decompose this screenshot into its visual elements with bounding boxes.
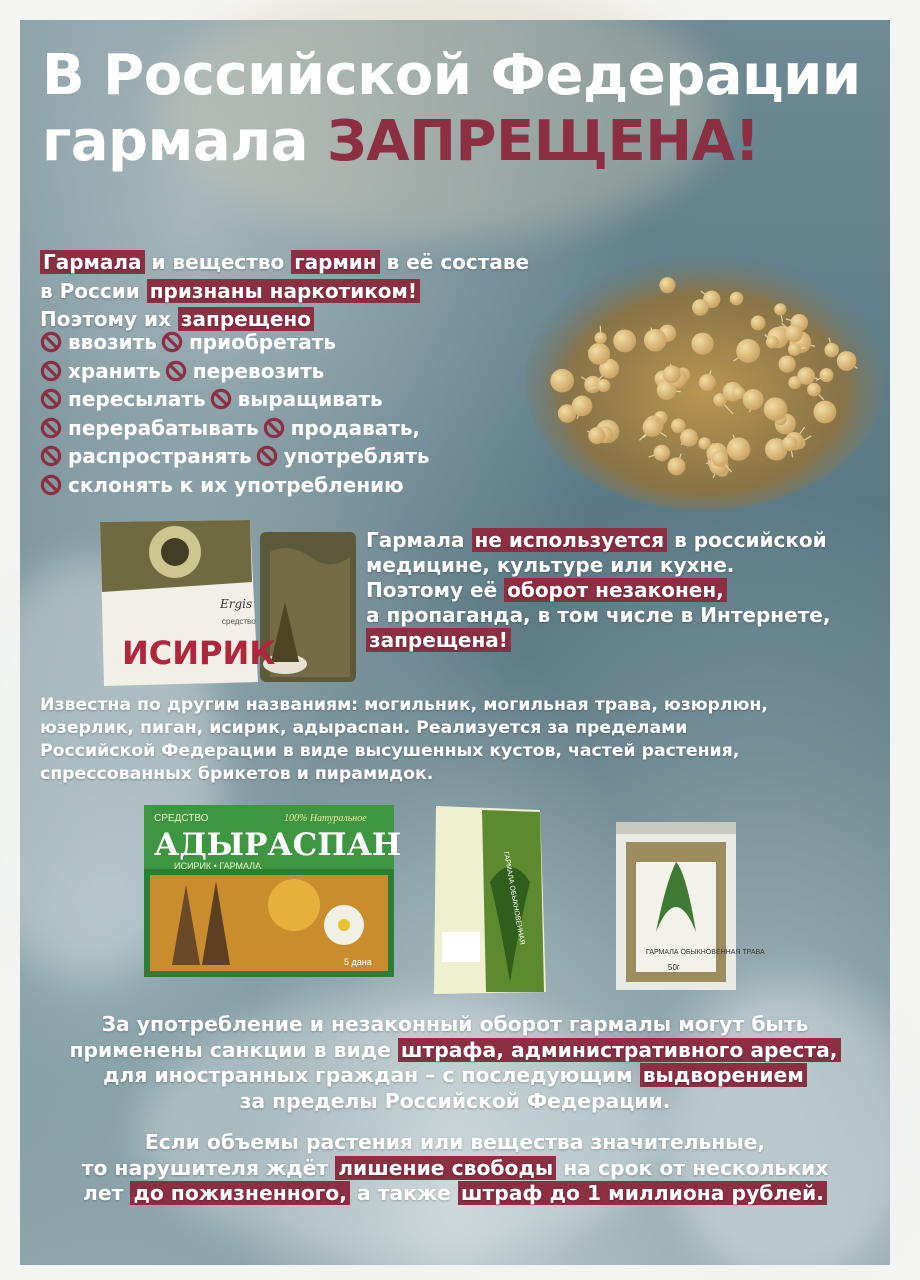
names-line: Российской Федерации в виде высушенных кустов, частей растения,: [40, 741, 740, 761]
names-line: юзерлик, пиган, исирик, адыраспан. Реализуется за пределами: [40, 718, 688, 738]
hl-narcotic: признаны наркотиком!: [147, 279, 420, 303]
bag-weight: 50г: [668, 963, 680, 972]
intro-text-5: в России: [40, 278, 147, 303]
penalty-line-3a: лет: [83, 1181, 131, 1205]
prohibited-icon: [161, 331, 183, 353]
prohibited-icon: [40, 360, 62, 382]
prohibited-row: [40, 385, 433, 414]
penalty-line-3c: а также: [349, 1181, 458, 1205]
prohibited-row: [40, 414, 433, 443]
adyraspan-box-photo: [144, 805, 402, 977]
names-paragraph: [40, 694, 768, 786]
hl-garmala: Гармала: [40, 250, 145, 274]
prohibited-item: [40, 444, 252, 468]
prohibited-item: [165, 359, 325, 383]
title-banned: ЗАПРЕЩЕНА!: [327, 109, 760, 174]
prohibited-item-label: выращивать: [237, 387, 383, 412]
prohibited-icon: [40, 445, 62, 467]
bag-label: ГАРМАЛА ОБЫКНОВЕННАЯ ТРАВА: [646, 949, 765, 956]
intro-text: [40, 248, 529, 334]
adyraspan-natural: 100% Натуральное: [284, 813, 367, 824]
sanctions-line-1: За употребление и незаконный оборот гармалы могут быть: [101, 1012, 809, 1036]
adyraspan-sub: ИСИРИК • ГАРМАЛА: [174, 861, 262, 871]
usage-text-3: в российской: [667, 528, 827, 552]
prohibited-item-label: употреблять: [283, 444, 430, 469]
prohibited-icon: [210, 388, 232, 410]
prohibited-item: [40, 416, 259, 440]
prohibited-icon: [40, 474, 62, 496]
hl-illegal: оборот незаконен,: [504, 578, 727, 602]
prohibited-item: [40, 359, 161, 383]
prohibited-item-label: хранить: [68, 358, 161, 383]
intro-text-7: Поэтому их: [40, 307, 178, 331]
penalty-line-2a: то нарушителя ждёт: [81, 1155, 336, 1180]
isirik-box-photo: [80, 512, 360, 692]
prohibited-icon: [40, 417, 62, 439]
prohibited-item: [40, 387, 206, 411]
poster-title-line1: В Российской Федерации: [42, 43, 861, 108]
isirik-brand: Ergis: [220, 597, 253, 611]
prohibited-icon: [165, 360, 187, 382]
adyraspan-top: СРЕДСТВО: [154, 813, 209, 824]
adyraspan-name: АДЫРАСПАН: [154, 827, 402, 863]
prohibited-icon: [263, 417, 285, 439]
prohibited-item-label: перевозить: [192, 358, 325, 383]
prohibited-item-label: склонять к их употреблению: [68, 472, 404, 497]
names-line: Известна по другим названиям: могильник, могильная трава, юзюрлюн,: [40, 695, 768, 715]
harmala-seeds-photo: [510, 230, 890, 530]
prohibited-icon: [256, 445, 278, 467]
usage-text-7: а пропаганда, в том числе в Интернете,: [366, 603, 831, 627]
intro-text-2: и вещество: [144, 250, 292, 274]
usage-text: [366, 528, 830, 653]
harmala-box-label: ГАРМАЛА ОБЫКНОВЕННАЯ: [502, 851, 526, 946]
prohibited-row: [40, 328, 433, 357]
prohibited-item-label: пересылать: [68, 387, 206, 412]
hl-fine-million: штраф до 1 миллиона рублей.: [458, 1181, 827, 1205]
prohibited-item: [40, 473, 404, 497]
penalty-text: [20, 1130, 890, 1207]
usage-text-1: Гармала: [366, 528, 472, 552]
sanctions-text: [20, 1012, 890, 1114]
prohibited-item: [256, 444, 430, 468]
prohibited-actions-list: [40, 328, 433, 499]
hl-life: до пожизненного,: [130, 1181, 349, 1205]
prohibited-item-label: распространять: [68, 444, 252, 469]
sanctions-line-4: за пределы Российской Федерации.: [239, 1088, 671, 1113]
hl-garmin: гармин: [291, 250, 379, 274]
title-word-garmala: гармала: [42, 109, 308, 174]
hl-prohibited: запрещено: [178, 307, 314, 331]
poster: [20, 20, 890, 1265]
prohibited-item-label: продавать,: [290, 415, 421, 440]
hl-propaganda-banned: запрещена!: [366, 628, 511, 652]
prohibited-item: [161, 330, 336, 354]
prohibited-row: [40, 442, 433, 471]
usage-text-4: медицине, культуре или кухне.: [366, 553, 735, 577]
prohibited-item: [210, 387, 383, 411]
prohibited-icon: [40, 331, 62, 353]
prohibited-item-label: ввозить: [68, 330, 157, 355]
prohibited-item-label: перерабатывать: [68, 415, 259, 440]
sanctions-line-3a: для иностранных граждан – с последующим: [103, 1063, 640, 1087]
prohibited-row: [40, 471, 433, 500]
penalty-line-2c: на срок от нескольких: [556, 1155, 829, 1180]
prohibited-item-label: приобретать: [188, 330, 336, 355]
hl-not-used: не используется: [472, 528, 668, 552]
harmala-box-photo: [430, 802, 552, 998]
hl-fine-arrest: штрафа, административного ареста,: [398, 1038, 841, 1062]
penalty-line-1: Если объемы растения или вещества значительные,: [144, 1130, 766, 1154]
names-line: спрессованных брикетов и пирамидок.: [40, 764, 434, 784]
sanctions-line-2a: применены санкции в виде: [69, 1037, 398, 1062]
hl-imprisonment: лишение свободы: [335, 1156, 556, 1180]
prohibited-icon: [40, 388, 62, 410]
usage-text-5: Поэтому её: [366, 578, 505, 602]
prohibited-row: [40, 357, 433, 386]
isirik-word: средство: [222, 617, 256, 626]
harmala-bag-photo: [616, 822, 765, 990]
isirik-name: ИСИРИК: [122, 634, 276, 672]
poster-title-line2: [42, 109, 760, 174]
adyraspan-count: 5 дана: [344, 957, 372, 967]
hl-deportation: выдворением: [640, 1063, 807, 1087]
prohibited-item: [263, 416, 421, 440]
intro-text-4: в её составе: [379, 250, 530, 274]
prohibited-item: [40, 330, 157, 354]
